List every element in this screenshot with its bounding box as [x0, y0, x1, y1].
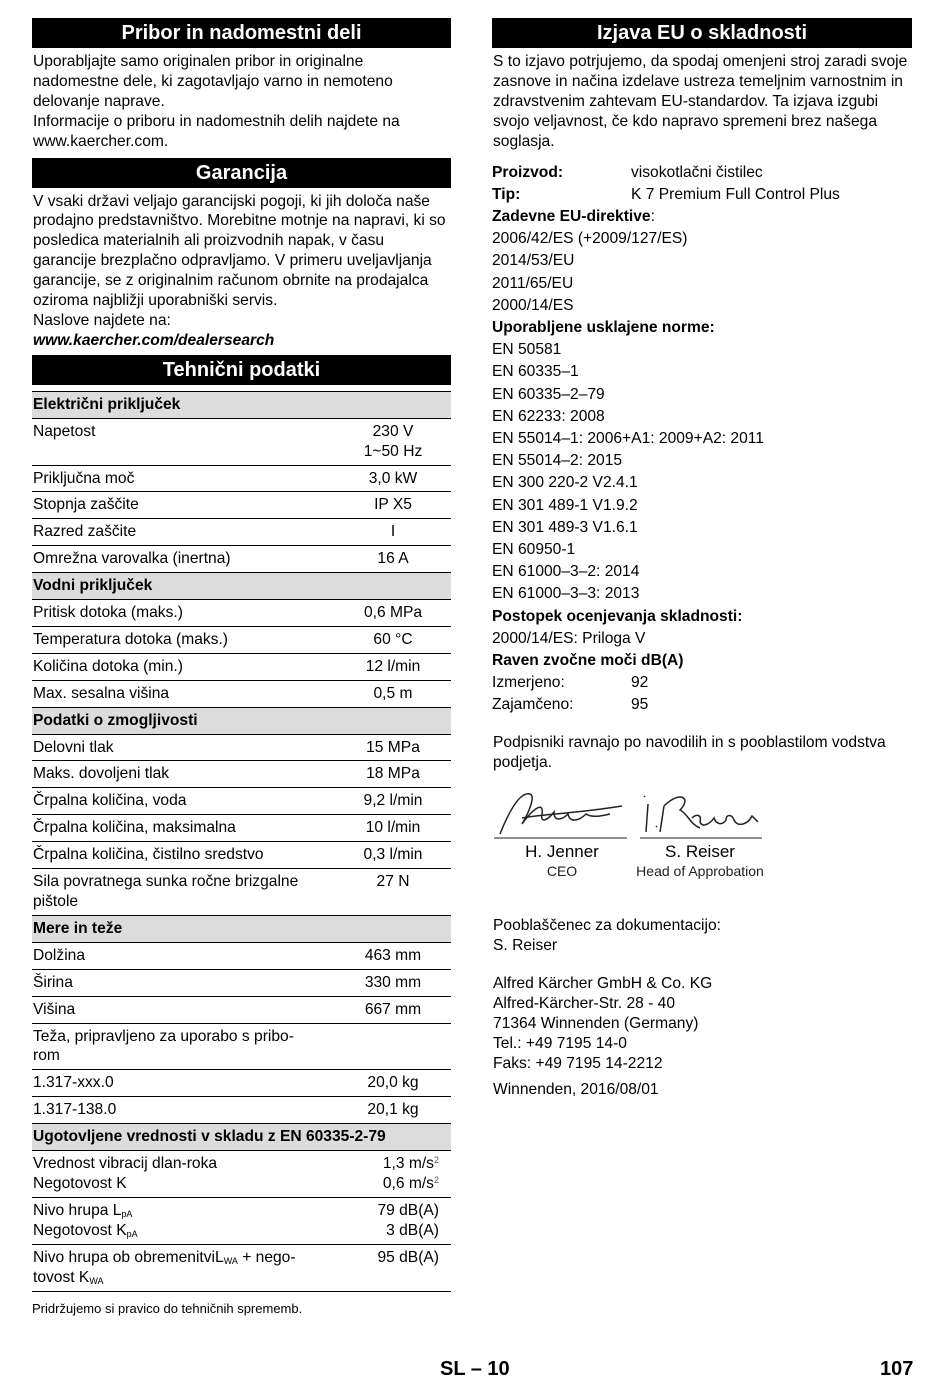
tech-row-value: 10 l/min	[365, 819, 421, 837]
directive-item: 2014/53/EU	[492, 252, 575, 270]
signature-jenner	[492, 784, 632, 880]
tech-row	[32, 735, 451, 762]
norm-item: EN 301 489-1 V1.9.2	[492, 496, 638, 514]
tech-row-value: 16 A	[377, 550, 409, 568]
declaration-date: Winnenden, 2016/08/01	[493, 1080, 659, 1098]
tech-row-value: 15 MPa	[366, 738, 420, 756]
norm-item: EN 60335–2–79	[492, 385, 605, 403]
tech-row	[32, 842, 451, 869]
tech-row-value: I	[390, 523, 396, 541]
tech-row	[32, 761, 451, 788]
tech-row-noise-load: Nivo hrupa ob obremenitviL$_{WA}$ + nego- tovost $K_{WA}$ 95 dB(A)	[32, 1245, 451, 1292]
tech-heading: Tehnični podatki	[32, 355, 451, 385]
tech-row	[32, 1097, 451, 1124]
directives-list	[492, 228, 912, 317]
sig1-name: H. Jenner	[525, 842, 599, 862]
norm-item: EN 50581	[492, 341, 562, 359]
norm-item: EN 55014–2: 2015	[492, 452, 623, 470]
tech-row-label: Priključna moč	[33, 469, 135, 487]
tech-row-label: Črpalna količina, čistilno sredstvo	[33, 846, 264, 864]
tech-row-value: 27 N	[376, 873, 410, 891]
tech-row-label: Teža, pripravljeno za uporabo s pribo- rom	[33, 1027, 294, 1065]
norm-item: EN 62233: 2008	[492, 407, 605, 425]
tech-row-label: Razred zaščite	[33, 523, 137, 541]
tech-row	[32, 1024, 451, 1071]
tech-row-value: 230 V 1~50 Hz	[363, 422, 423, 460]
tech-row-vibration: Vrednost vibracij dlan-roka Negotovost K 1,3 $m/s^2$ 0,6 $m/s^2$	[32, 1151, 451, 1198]
procedure-value: 2000/14/ES: Priloga V	[492, 629, 646, 647]
tech-row-label: Maks. dovoljeni tlak	[33, 765, 170, 783]
tech-row	[32, 492, 451, 519]
tech-row	[32, 815, 451, 842]
tech-row-label: Delovni tlak	[33, 738, 114, 756]
tech-footnote: Pridržujemo si pravico do tehničnih sprememb.	[32, 1300, 303, 1316]
tech-row-value: IP X5	[374, 496, 412, 514]
accessories-text: Uporabljajte samo originalen pribor in originalne nadomestne dele, ki zagotavljajo varno in nemoteno delovanje naprave. Informacije o priboru in nadomestnih delih najdete na www.kaercher.com.	[33, 53, 400, 150]
tech-row-label: Širina	[33, 973, 73, 991]
directive-item: 2000/14/ES	[492, 296, 574, 314]
declaration-intro: S to izjavo potrjujemo, da spodaj omenjeni stroj zaradi svoje zasnove in načina izdelave ustreza temeljnim varnostnim in zdravstvenim zahtevam EU-standardov. Ta izjava izgubi svojo veljavnost, če kdo napravo spremeni brez našega soglasja.	[493, 53, 908, 150]
tech-section-row: Podatki o zmogljivosti	[32, 708, 451, 735]
tech-row-value: 0,3 l/min	[363, 846, 423, 864]
sig2-name: S. Reiser	[665, 842, 735, 862]
documentation-block: Pooblaščenec za dokumentacijo: S. Reiser	[493, 917, 721, 955]
tech-row-label: Omrežna varovalka (inertna)	[33, 550, 231, 568]
tech-row-label: Stopnja zaščite	[33, 496, 139, 514]
tech-row-noise: Nivo hrupa $L_{pA}$ Negotovost $K_{pA}$ 79 dB(A) 3 dB(A)	[32, 1198, 451, 1245]
warranty-text: V vsaki državi veljajo garancijski pogoji, ki jih določa naše prodajno predstavništvo. Morebitne motnje na napravi, ki so posledica materialnih ali proizvodnih napak, v času garancije brezplačno odpravljamo. V primeru uveljavljanja garancije, se z originalnim računom obrnite na prodajalca oziroma najbližji uporabniški servis. Naslove najdete na: www.kaercher.com/dealersearch	[33, 192, 446, 349]
footer-page-number: 107	[880, 1358, 914, 1380]
warranty-heading: Garancija	[32, 158, 451, 188]
tech-row	[32, 466, 451, 493]
tech-row-value: 330 mm	[364, 973, 422, 991]
tech-row-label: Napetost	[33, 422, 96, 440]
tech-row-label: Pritisk dotoka (maks.)	[33, 604, 183, 622]
tech-table	[32, 391, 451, 1151]
tech-row-label: Temperatura dotoka (maks.)	[33, 630, 228, 648]
measured-row: Izmerjeno: 92	[492, 674, 649, 692]
directives-label: Zadevne EU-direktive:	[492, 207, 655, 225]
tech-row-value: 463 mm	[364, 946, 422, 964]
sig1-role: CEO	[546, 863, 578, 880]
directive-item: 2006/42/ES (+2009/127/ES)	[492, 230, 688, 248]
tech-row	[32, 546, 451, 573]
tech-row-label: Višina	[33, 1000, 76, 1018]
tech-row-label: Sila povratnega sunka ročne brizgalne pištole	[33, 873, 299, 910]
tech-row-label: Črpalna količina, maksimalna	[33, 819, 236, 837]
tech-row	[32, 997, 451, 1024]
norm-item: EN 300 220-2 V2.4.1	[492, 474, 638, 492]
dealersearch-link[interactable]: www.kaercher.com/dealersearch	[33, 331, 275, 349]
tech-section-row: Ugotovljene vrednosti v skladu z EN 60335-2-79	[32, 1124, 451, 1151]
tech-row-label: Dolžina	[33, 946, 86, 964]
tech-row	[32, 519, 451, 546]
tech-row-value: 60 °C	[373, 630, 413, 648]
tech-row	[32, 419, 451, 466]
sig2-role: Head of Approbation	[636, 863, 764, 880]
norms-list	[492, 339, 912, 605]
tech-row-label: Količina dotoka (min.)	[33, 657, 183, 675]
signature-reiser-handwriting	[630, 784, 770, 842]
tech-row	[32, 600, 451, 627]
procedure-label: Postopek ocenjevanja skladnosti:	[492, 607, 743, 625]
tech-row-label: 1.317-xxx.0	[33, 1074, 114, 1092]
norm-item: EN 61000–3–2: 2014	[492, 563, 640, 581]
tech-row	[32, 654, 451, 681]
tech-section-row: Mere in teže	[32, 916, 451, 943]
guaranteed-row: Zajamčeno: 95	[492, 696, 649, 714]
norm-item: EN 60335–1	[492, 363, 579, 381]
tech-row-value: 667 mm	[364, 1000, 422, 1018]
product-row: Proizvod: visokotlačni čistilec	[492, 163, 763, 181]
declaration-heading: Izjava EU o skladnosti	[492, 18, 912, 48]
tech-row-value	[343, 1027, 451, 1067]
norm-item: EN 61000–3–3: 2013	[492, 585, 640, 603]
signature-reiser	[630, 784, 770, 880]
accessories-heading: Pribor in nadomestni deli	[32, 18, 451, 48]
company-address: Alfred Kärcher GmbH & Co. KG Alfred-Kärcher-Str. 28 - 40 71364 Winnenden (Germany) Tel.: +49 7195 14-0 Faks: +49 7195 14-2212	[493, 975, 713, 1072]
tech-row-value: 0,6 MPa	[363, 604, 423, 622]
tech-row	[32, 869, 451, 916]
tech-row	[32, 627, 451, 654]
tech-section-row: Vodni priključek	[32, 573, 451, 600]
tech-row-value: 20,1 kg	[367, 1101, 419, 1119]
tech-row	[32, 943, 451, 970]
tech-row	[32, 970, 451, 997]
norm-item: EN 60950-1	[492, 540, 576, 558]
tech-row	[32, 788, 451, 815]
tech-row-value: 12 l/min	[365, 657, 421, 675]
type-row: Tip: K 7 Premium Full Control Plus	[492, 185, 840, 203]
tech-row-value: 18 MPa	[366, 765, 420, 783]
signatures	[492, 784, 912, 904]
tech-row-value: 3,0 kW	[368, 469, 418, 487]
tech-row-value: 20,0 kg	[367, 1074, 419, 1092]
directive-item: 2011/65/EU	[492, 274, 574, 292]
tech-row-label: Črpalna količina, voda	[33, 792, 187, 810]
sound-label: Raven zvočne moči dB(A)	[492, 652, 684, 669]
signature-jenner-handwriting	[492, 784, 632, 842]
signers-text: Podpisniki ravnajo po navodilih in s pooblastilom vodstva podjetja.	[493, 733, 886, 771]
tech-row-label: Max. sesalna višina	[33, 684, 170, 702]
tech-row-value: 0,5 m	[373, 684, 413, 702]
right-column	[492, 18, 912, 1102]
tech-row	[32, 1070, 451, 1097]
norms-label: Uporabljene usklajene norme:	[492, 318, 715, 336]
tech-row	[32, 681, 451, 708]
tech-section-row: Električni priključek	[32, 392, 451, 419]
left-column	[32, 18, 451, 1316]
norm-item: EN 55014–1: 2006+A1: 2009+A2: 2011	[492, 429, 764, 447]
footer-lang-page: SL – 10	[440, 1358, 510, 1380]
tech-row-label: 1.317-138.0	[33, 1101, 117, 1119]
norm-item: EN 301 489-3 V1.6.1	[492, 518, 638, 536]
tech-row-value: 9,2 l/min	[363, 792, 423, 810]
